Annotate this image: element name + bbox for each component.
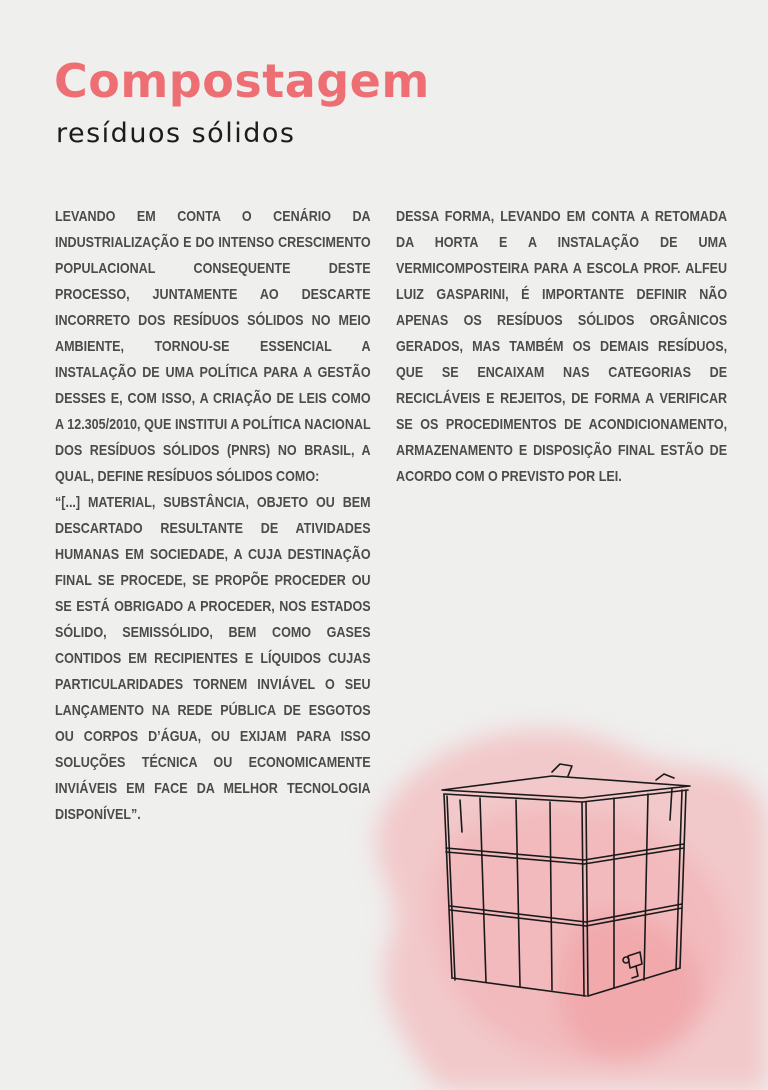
law-quote: “[...] MATERIAL, SUBSTÂNCIA, OBJETO OU BEM DESCARTADO RESULTANTE DE ATIVIDADES HUMANAS EM SOCIEDADE, A CUJA DESTINAÇÃO FINAL SE PROCEDE, SE PROPÕE PROCEDER OU SE ESTÁ OBRIGADO A PROCEDER, NOS ESTADOS SÓLIDO, SEMISSÓLIDO, BEM COMO GASES CONTIDOS EM RECIPIENTES E LÍQUIDOS CUJAS PARTICULARIDADES TORNEM INVIÁVEL O SEU LANÇAMENTO NA REDE PÚBLICA DE ESGOTOS OU CORPOS D’ÁGUA, OU EXIJAM PARA ISSO SOLUÇÕES TÉCNICA OU ECONOMICAMENTE INVIÁVEIS EM FACE DA MELHOR TECNOLOGIA DISPONÍVEL”. <box>55 495 371 823</box>
page-subtitle: resíduos sólidos <box>56 118 296 149</box>
right-column <box>396 204 727 490</box>
page-title: Compostagem <box>54 54 430 108</box>
compost-bin-sketch-icon <box>432 760 702 1010</box>
intro-paragraph: LEVANDO EM CONTA O CENÁRIO DA INDUSTRIALIZAÇÃO E DO INTENSO CRESCIMENTO POPULACIONAL CONSEQUENTE DESTE PROCESSO, JUNTAMENTE AO DESCARTE INCORRETO DOS RESÍDUOS SÓLIDOS NO MEIO AMBIENTE, TORNOU-SE ESSENCIAL A INSTALAÇÃO DE UMA POLÍTICA PARA A GESTÃO DESSES E, COM ISSO, A CRIAÇÃO DE LEIS COMO A 12.305/2010, QUE INSTITUI A POLÍTICA NACIONAL DOS RESÍDUOS SÓLIDOS (PNRS) NO BRASIL, A QUAL, DEFINE RESÍDUOS SÓLIDOS COMO: <box>55 209 371 485</box>
left-column <box>55 204 371 828</box>
school-paragraph: DESSA FORMA, LEVANDO EM CONTA A RETOMADA DA HORTA E A INSTALAÇÃO DE UMA VERMICOMPOSTEIRA PARA A ESCOLA PROF. ALFEU LUIZ GASPARINI, É IMPORTANTE DEFINIR NÃO APENAS OS RESÍDUOS SÓLIDOS ORGÂNICOS GERADOS, MAS TAMBÉM OS DEMAIS RESÍDUOS, QUE SE ENCAIXAM NAS CATEGORIAS DE RECICLÁVEIS E REJEITOS, DE FORMA A VERIFICAR SE OS PROCEDIMENTOS DE ACONDICIONAMENTO, ARMAZENAMENTO E DISPOSIÇÃO FINAL ESTÃO DE ACORDO COM O PREVISTO POR LEI. <box>396 209 728 485</box>
